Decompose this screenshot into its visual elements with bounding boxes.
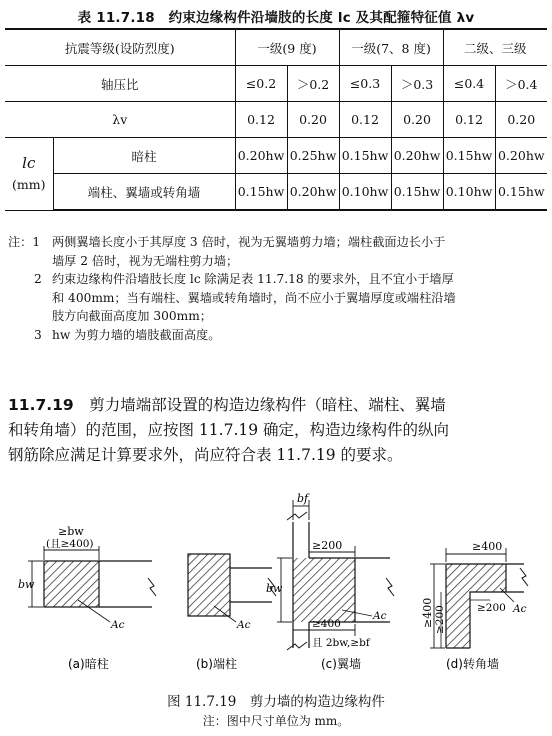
note-number: 1 xyxy=(32,235,41,249)
figure-c-flange-wall xyxy=(266,492,394,671)
note-line: hw 为剪力墙的墙肢截面高度。 xyxy=(52,327,221,342)
axial-cell: ＞0.2 xyxy=(287,66,339,102)
fig-b-area: Ac xyxy=(237,619,251,631)
lambda-label: λv xyxy=(5,102,235,138)
concealed-cell: 0.20hw xyxy=(495,138,547,174)
figure-d-corner-wall xyxy=(421,540,528,671)
fig-d-caption: (d)转角墙 xyxy=(446,657,499,671)
table-row xyxy=(5,102,547,138)
fig-a-height: bw xyxy=(18,578,35,591)
end-cell: 0.10hw xyxy=(443,174,495,211)
fig-c-height: bw xyxy=(266,582,283,595)
figure-a-concealed-column xyxy=(18,525,156,671)
note-line: 约束边缘构件沿墙肢长度 lc 除满足表 11.7.18 的要求外，且不宜小于墙厚 xyxy=(52,272,454,287)
fig-c-area: Ac xyxy=(373,610,387,622)
figure-b-end-column xyxy=(188,554,276,671)
fig-c-caption: (c)翼墙 xyxy=(321,657,361,671)
note-line: 墙厚 2 倍时，视为无端柱剪力墙； xyxy=(52,253,239,268)
concealed-cell: 0.20hw xyxy=(235,138,287,174)
concealed-cell: 0.25hw xyxy=(287,138,339,174)
axial-cell: ≤0.4 xyxy=(443,66,495,102)
note-number: 2 xyxy=(34,272,42,287)
notes-prefix: 注： xyxy=(8,235,33,249)
fig-a-dim-min: (且≥400) xyxy=(46,538,94,550)
end-cell: 0.15hw xyxy=(495,174,547,211)
lc-label-cell xyxy=(5,138,53,211)
concealed-cell: 0.15hw xyxy=(443,138,495,174)
clause-number: 11.7.19 xyxy=(8,396,74,414)
edge-member-figures xyxy=(0,490,552,690)
clause-line: 和转角墙）的范围，应按图 11.7.19 确定，构造边缘构件的纵向 xyxy=(8,421,450,439)
lambda-cell: 0.20 xyxy=(495,102,547,138)
lambda-cell: 0.20 xyxy=(287,102,339,138)
lc-label: lc xyxy=(22,153,36,172)
note-number: 3 xyxy=(34,327,42,342)
note-item xyxy=(8,326,548,345)
note-line: 和 400mm；当有端柱、翼墙或转角墙时，尚不应小于翼墙厚度或端柱沿墙 xyxy=(52,290,456,305)
table-row xyxy=(5,174,547,211)
spec-table xyxy=(5,28,547,211)
figure-note: 注：图中尺寸单位为 mm。 xyxy=(202,714,350,728)
lambda-cell: 0.12 xyxy=(339,102,391,138)
concealed-cell: 0.20hw xyxy=(391,138,443,174)
end-cell: 0.15hw xyxy=(391,174,443,211)
concealed-cell: 0.15hw xyxy=(339,138,391,174)
table-row xyxy=(5,29,547,66)
lambda-cell: 0.12 xyxy=(443,102,495,138)
note-line: 两侧翼墙长度小于其厚度 3 倍时，视为无翼墙剪力墙；端柱截面边长小于 xyxy=(52,235,446,249)
note-line: 肢方向截面高度加 300mm； xyxy=(52,309,212,324)
fig-d-vdim-400: ≥400 xyxy=(421,597,434,628)
end-cell: 0.15hw xyxy=(235,174,287,211)
group-header-1: 一级(9 度) xyxy=(235,29,339,66)
axial-cell: ＞0.3 xyxy=(391,66,443,102)
note-item xyxy=(8,270,548,326)
fig-c-dim-400: ≥400 xyxy=(312,618,341,630)
fig-c-dim-200: ≥200 xyxy=(312,539,343,552)
clause-line: 钢筋除应满足计算要求外，尚应符合表 11.7.19 的要求。 xyxy=(8,446,403,464)
axial-cell: ≤0.2 xyxy=(235,66,287,102)
fig-c-dim-extra: 且 2bw,≥bf xyxy=(312,637,370,649)
lambda-cell: 0.20 xyxy=(391,102,443,138)
group-header-2: 一级(7、8 度) xyxy=(339,29,443,66)
axial-cell: ≤0.3 xyxy=(339,66,391,102)
group-header-3: 二级、三级 xyxy=(443,29,547,66)
fig-d-vdim-200: ≥200 xyxy=(434,605,446,634)
table-title: 表 11.7.18 约束边缘构件沿墙肢的长度 lc 及其配箍特征值 λv xyxy=(77,10,475,26)
clause-11-7-19 xyxy=(8,393,548,468)
table-row xyxy=(5,138,547,174)
end-label: 端柱、翼墙或转角墙 xyxy=(53,174,235,211)
lc-unit: (mm) xyxy=(12,176,46,192)
clause-line: 剪力墙端部设置的构造边缘构件（暗柱、端柱、翼墙 xyxy=(89,396,446,414)
fig-d-dim-200: ≥200 xyxy=(477,602,506,614)
figure-caption: 图 11.7.19 剪力墙的构造边缘构件 xyxy=(167,694,385,710)
end-cell: 0.10hw xyxy=(339,174,391,211)
grade-header: 抗震等级(设防烈度) xyxy=(5,29,235,66)
axial-cell: ＞0.4 xyxy=(495,66,547,102)
fig-d-dim-400: ≥400 xyxy=(472,540,503,553)
concealed-label: 暗柱 xyxy=(53,138,235,174)
end-cell: 0.20hw xyxy=(287,174,339,211)
fig-c-flange-thickness: bf xyxy=(297,492,309,505)
table-row xyxy=(5,66,547,102)
fig-d-area: Ac xyxy=(513,603,527,615)
fig-a-dim-width: ≥bw xyxy=(58,525,84,538)
note-item xyxy=(8,233,548,270)
fig-a-caption: (a)暗柱 xyxy=(68,657,109,671)
axial-label: 轴压比 xyxy=(5,66,235,102)
table-notes xyxy=(8,233,548,345)
fig-b-caption: (b)端柱 xyxy=(196,657,237,671)
lambda-cell: 0.12 xyxy=(235,102,287,138)
fig-a-area: Ac xyxy=(111,619,125,631)
